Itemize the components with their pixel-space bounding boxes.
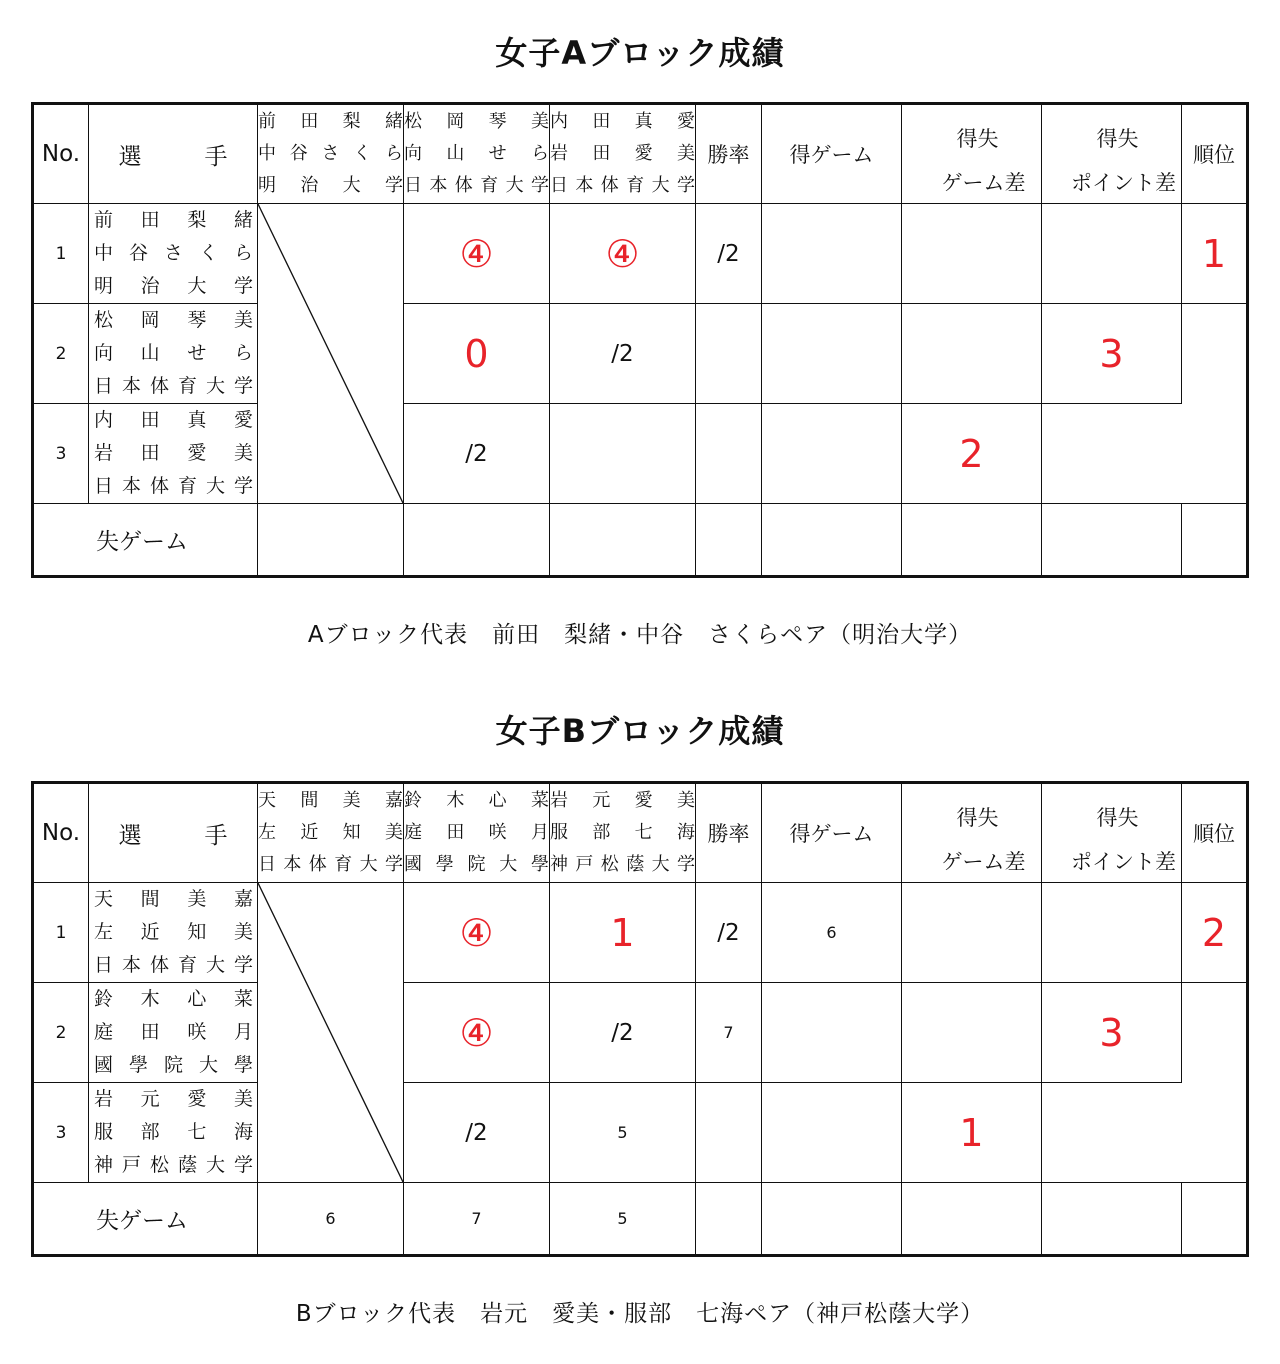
score-cell: 1	[550, 883, 696, 983]
lost-games-value	[404, 504, 550, 577]
empty-cell	[902, 504, 1042, 577]
header-point-diff: 得失 ポイント差	[1042, 104, 1182, 204]
score-cell: ④	[550, 204, 696, 304]
rank: 2	[1182, 883, 1248, 983]
header-opponent-2: 松岡琴美 向山せら 日本体育大学	[404, 104, 550, 204]
diagonal-line	[258, 883, 403, 1182]
row-number: 2	[33, 304, 89, 404]
lost-games-value	[550, 504, 696, 577]
header-game-diff: 得失 ゲーム差	[902, 104, 1042, 204]
header-no: No.	[33, 783, 89, 883]
point-diff	[1042, 204, 1182, 304]
block-b-caption: Bブロック代表 岩元 愛美・服部 七海ペア（神戸松蔭大学）	[295, 1301, 985, 1327]
empty-cell	[1182, 1183, 1248, 1256]
lost-games-label: 失ゲーム	[33, 1183, 258, 1256]
win-rate: /2	[550, 983, 696, 1083]
games-won	[762, 204, 902, 304]
empty-cell	[1042, 504, 1182, 577]
point-diff	[762, 404, 902, 504]
diagonal-cell	[258, 883, 404, 1183]
lost-games-value	[258, 504, 404, 577]
lost-games-value: 7	[404, 1183, 550, 1256]
rank: 2	[902, 404, 1042, 504]
player-names: 岩元愛美 服部七海 神戸松蔭大学	[89, 1083, 258, 1183]
games-won: 5	[550, 1083, 696, 1183]
rank: 1	[902, 1083, 1042, 1183]
header-point-diff: 得失 ポイント差	[1042, 783, 1182, 883]
row-number: 1	[33, 204, 89, 304]
header-win-rate: 勝率	[696, 104, 762, 204]
block-a-table	[31, 102, 1249, 578]
win-rate: /2	[404, 404, 550, 504]
game-diff	[696, 1083, 762, 1183]
lost-games-row	[33, 504, 1248, 577]
table-row	[33, 1083, 1248, 1183]
empty-cell	[696, 504, 762, 577]
header-row	[33, 783, 1248, 883]
header-opponent-1: 天間美嘉 左近知美 日本体育大学	[258, 783, 404, 883]
game-diff	[696, 404, 762, 504]
row-number: 3	[33, 1083, 89, 1183]
lost-games-row	[33, 1183, 1248, 1256]
block-b-table	[31, 781, 1249, 1257]
header-player: 選 手	[89, 783, 258, 883]
games-won	[550, 404, 696, 504]
table-row	[33, 204, 1248, 304]
game-diff	[902, 204, 1042, 304]
row-number: 3	[33, 404, 89, 504]
rank: 3	[1042, 983, 1182, 1083]
table-row	[33, 404, 1248, 504]
block-b-title: 女子Bブロック成績	[495, 712, 785, 750]
games-won: 6	[762, 883, 902, 983]
score-cell: ④	[404, 983, 550, 1083]
point-diff	[1042, 883, 1182, 983]
header-games-won: 得ゲーム	[762, 783, 902, 883]
empty-cell	[762, 504, 902, 577]
header-opponent-1: 前田梨緒 中谷さくら 明治大学	[258, 104, 404, 204]
diagonal-line	[258, 204, 403, 503]
table-row	[33, 304, 1248, 404]
header-row	[33, 104, 1248, 204]
header-no: No.	[33, 104, 89, 204]
player-names: 天間美嘉 左近知美 日本体育大学	[89, 883, 258, 983]
header-opponent-3: 内田真愛 岩田愛美 日本体育大学	[550, 104, 696, 204]
header-games-won: 得ゲーム	[762, 104, 902, 204]
header-rank: 順位	[1182, 104, 1248, 204]
table-row	[33, 883, 1248, 983]
lost-games-value: 5	[550, 1183, 696, 1256]
rank: 3	[1042, 304, 1182, 404]
point-diff	[902, 304, 1042, 404]
player-names: 松岡琴美 向山せら 日本体育大学	[89, 304, 258, 404]
row-number: 2	[33, 983, 89, 1083]
game-diff	[762, 983, 902, 1083]
player-names: 鈴木心菜 庭田咲月 國學院大學	[89, 983, 258, 1083]
empty-cell	[762, 1183, 902, 1256]
player-names: 内田真愛 岩田愛美 日本体育大学	[89, 404, 258, 504]
games-won	[696, 304, 762, 404]
player-names: 前田梨緒 中谷さくら 明治大学	[89, 204, 258, 304]
table-row	[33, 983, 1248, 1083]
score-cell: 0	[404, 304, 550, 404]
row-number: 1	[33, 883, 89, 983]
header-game-diff: 得失 ゲーム差	[902, 783, 1042, 883]
header-opponent-2: 鈴木心菜 庭田咲月 國學院大學	[404, 783, 550, 883]
score-cell: ④	[404, 883, 550, 983]
diagonal-cell	[258, 204, 404, 504]
rank: 1	[1182, 204, 1248, 304]
empty-cell	[902, 1183, 1042, 1256]
game-diff	[902, 883, 1042, 983]
header-player: 選 手	[89, 104, 258, 204]
header-opponent-3: 岩元愛美 服部七海 神戸松蔭大学	[550, 783, 696, 883]
win-rate: /2	[696, 883, 762, 983]
empty-cell	[696, 1183, 762, 1256]
empty-cell	[1042, 1183, 1182, 1256]
win-rate: /2	[550, 304, 696, 404]
lost-games-value: 6	[258, 1183, 404, 1256]
block-a-caption: Aブロック代表 前田 梨緒・中谷 さくらペア（明治大学）	[307, 622, 973, 648]
header-rank: 順位	[1182, 783, 1248, 883]
win-rate: /2	[404, 1083, 550, 1183]
point-diff	[762, 1083, 902, 1183]
empty-cell	[1182, 504, 1248, 577]
point-diff	[902, 983, 1042, 1083]
lost-games-label: 失ゲーム	[33, 504, 258, 577]
score-cell: ④	[404, 204, 550, 304]
win-rate: /2	[696, 204, 762, 304]
game-diff	[762, 304, 902, 404]
games-won: 7	[696, 983, 762, 1083]
header-win-rate: 勝率	[696, 783, 762, 883]
block-a-title: 女子Aブロック成績	[495, 34, 785, 72]
